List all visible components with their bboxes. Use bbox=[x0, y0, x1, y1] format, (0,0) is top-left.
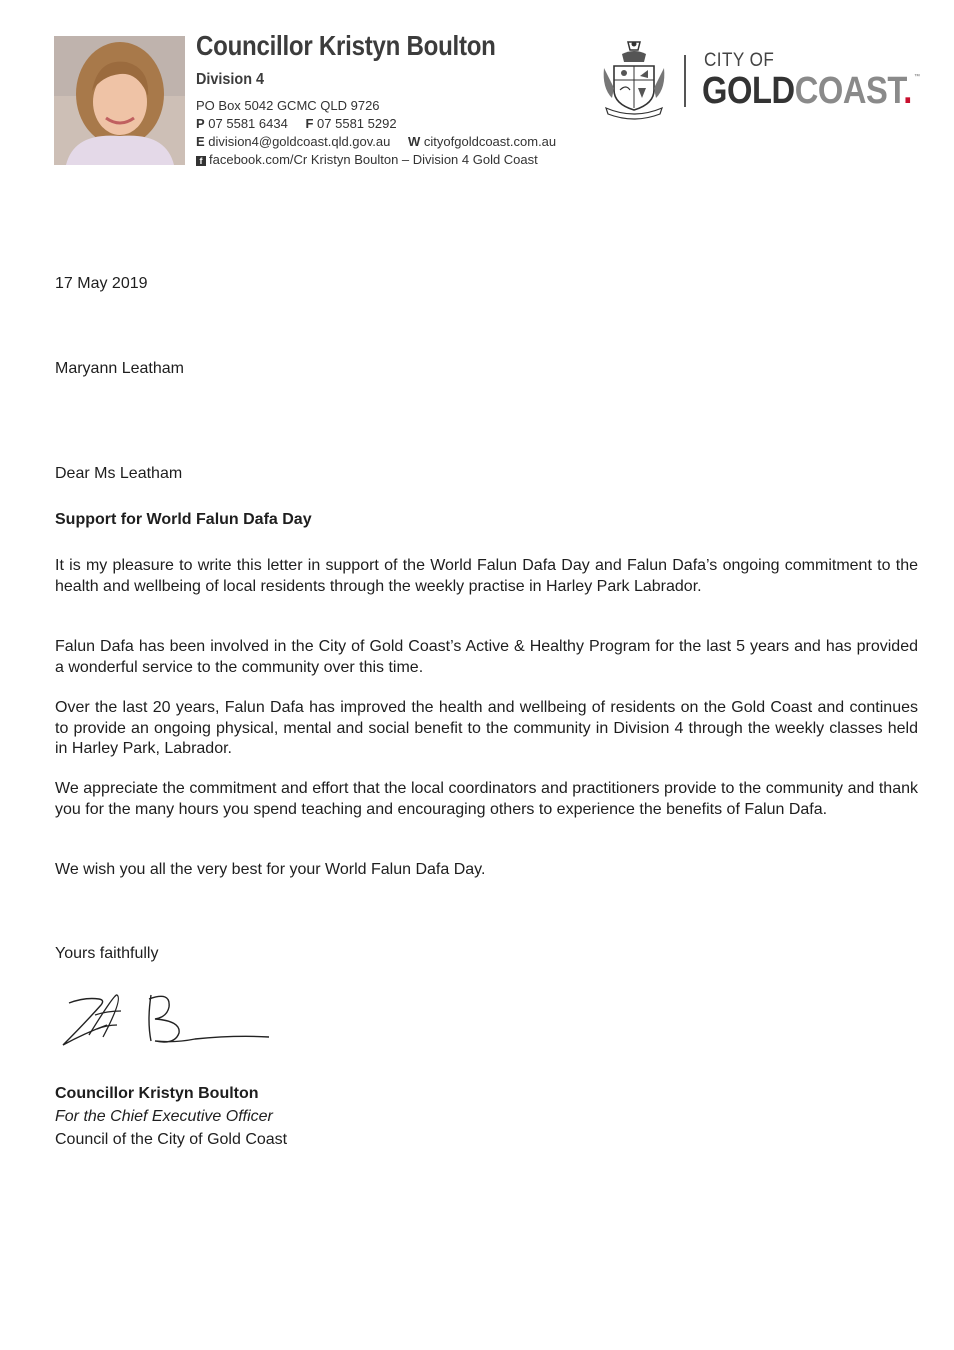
phone-fax-line bbox=[196, 116, 397, 131]
body-paragraph: It is my pleasure to write this letter in support of the World Falun Dafa Day and Falun Dafa’s ongoing commitment to the health and wellbeing of local residents through the weekly practise in Harley Park Labrador. bbox=[55, 557, 918, 595]
phone-label: P bbox=[196, 116, 205, 131]
logo-trademark: ™ bbox=[914, 74, 920, 80]
signer-role: For the Chief Executive Officer bbox=[55, 1108, 273, 1125]
facebook-icon: f bbox=[196, 156, 206, 166]
email-web-line bbox=[196, 134, 556, 149]
signer-name: Councillor Kristyn Boulton bbox=[55, 1085, 259, 1102]
logo-gold: GOLD bbox=[702, 70, 795, 112]
fax-label: F bbox=[305, 116, 314, 131]
salutation: Dear Ms Leatham bbox=[55, 465, 183, 482]
logo-dot: . bbox=[903, 70, 912, 112]
signer-organisation: Council of the City of Gold Coast bbox=[55, 1131, 288, 1148]
email-address[interactable]: division4@goldcoast.qld.gov.au bbox=[208, 134, 391, 149]
logo-divider bbox=[684, 55, 686, 107]
web-label: W bbox=[408, 134, 421, 149]
body-paragraph: We appreciate the commitment and effort that the local coordinators and practitioners provide to the community and thank you for the many hours you spend teaching and encouraging others to experience the benefits of Falun Dafa. bbox=[55, 780, 918, 818]
city-crest-logo bbox=[600, 38, 668, 120]
letter-subject: Support for World Falun Dafa Day bbox=[55, 511, 312, 528]
logo-city-of: CITY OF bbox=[704, 50, 775, 71]
logo-goldcoast-wordmark bbox=[702, 70, 912, 113]
body-paragraph: Over the last 20 years, Falun Dafa has improved the health and wellbeing of residents on the Gold Coast and continues to provide an ongoing physical, mental and social benefit to the community in Division 4 through the weekly classes held in Harley Park, Labrador. bbox=[55, 699, 918, 757]
body-paragraph: We wish you all the very best for your World Falun Dafa Day. bbox=[55, 861, 486, 878]
phone-number: 07 5581 6434 bbox=[208, 116, 288, 131]
email-label: E bbox=[196, 134, 205, 149]
fax-number: 07 5581 5292 bbox=[317, 116, 397, 131]
division-label: Division 4 bbox=[196, 71, 265, 88]
body-paragraph: Falun Dafa has been involved in the City of Gold Coast’s Active & Healthy Program for the last 5 years and has provided a wonderful service to the community over this time. bbox=[55, 638, 918, 676]
logo-coast: COAST bbox=[794, 70, 904, 112]
handwritten-signature bbox=[55, 985, 280, 1055]
closing: Yours faithfully bbox=[55, 945, 159, 962]
web-address[interactable]: cityofgoldcoast.com.au bbox=[423, 134, 557, 149]
facebook-address[interactable]: facebook.com/Cr Kristyn Boulton – Division 4 Gold Coast bbox=[209, 152, 538, 167]
councillor-photo bbox=[54, 36, 185, 165]
facebook-line bbox=[196, 152, 538, 167]
letter-date: 17 May 2019 bbox=[55, 275, 148, 292]
councillor-name: Councillor Kristyn Boulton bbox=[196, 30, 496, 61]
postal-address: PO Box 5042 GCMC QLD 9726 bbox=[196, 98, 380, 113]
recipient-name: Maryann Leatham bbox=[55, 360, 184, 377]
